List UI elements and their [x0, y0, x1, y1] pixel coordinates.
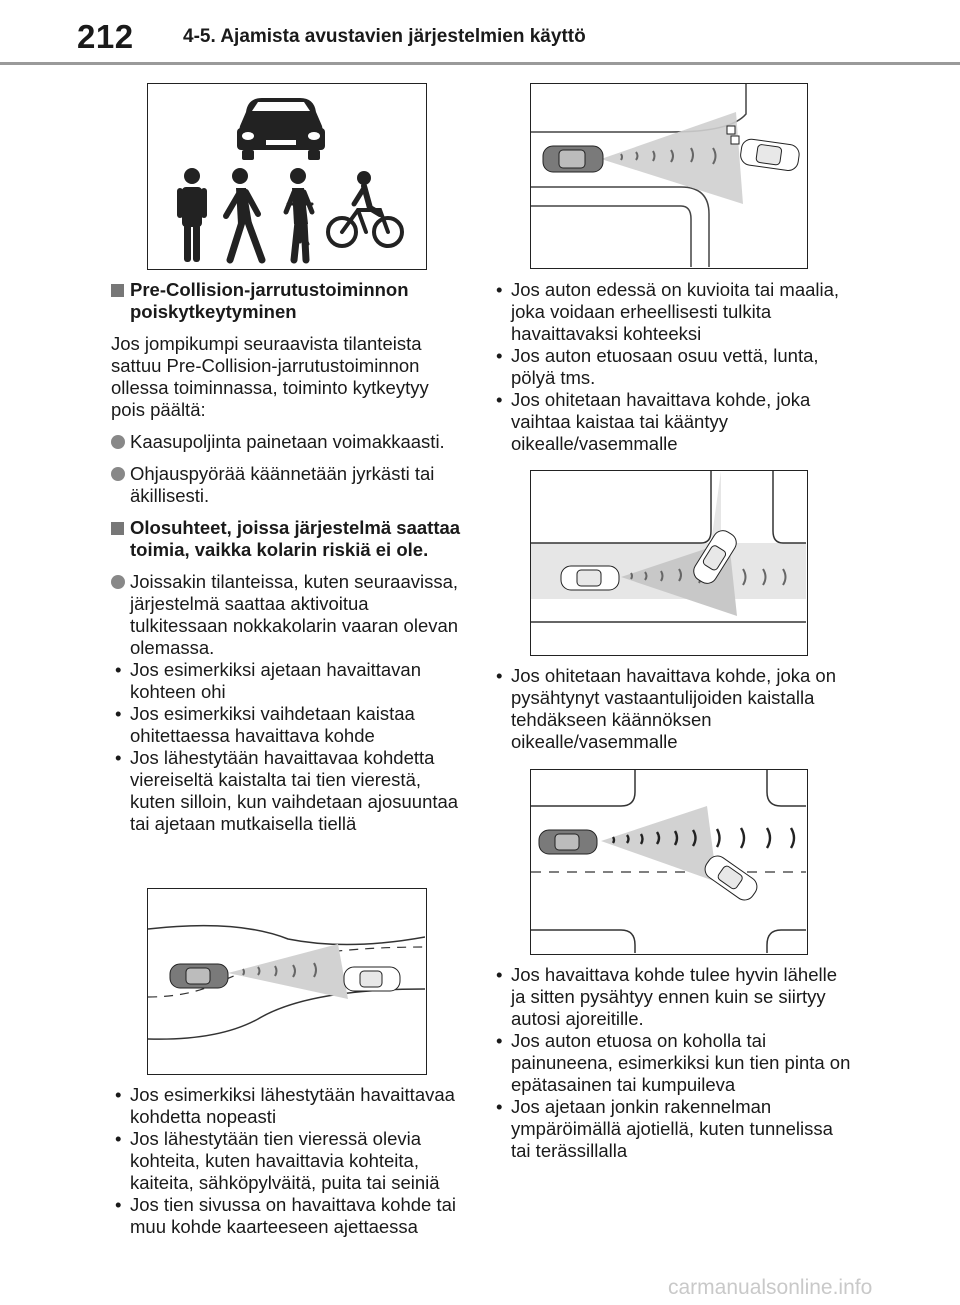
intersection-figure: [530, 470, 808, 656]
detection-beam: [601, 806, 717, 882]
section-intro: Jos jompikumpi seuraavista tilanteista sattuu Pre-Collision-jarrutustoiminnon ollessa toiminnassa, toiminto kytkeytyy pois päältä:: [111, 333, 429, 420]
circle-marker-icon: [111, 575, 125, 589]
section-heading: Olosuhteet, joissa järjestelmä saattaa toimia, vaikka kolarin riskiä ei ole.: [111, 517, 466, 561]
circle-marker-icon: [111, 435, 125, 449]
left-column-text: [111, 279, 466, 835]
bullet-list: [492, 279, 852, 455]
road-edge-line: [531, 770, 635, 806]
list-item: Ohjauspyörää käännetään jyrkästi tai äkillisesti.: [111, 463, 466, 507]
road-edge-line: [148, 926, 425, 945]
bullet-item: • Jos tien sivussa on havaittava kohde tai muu kohde kaarteeseen ajettaessa: [111, 1194, 466, 1238]
target-car-icon: [701, 852, 761, 904]
own-car-icon: [561, 566, 619, 590]
section-heading: Pre-Collision-jarrutustoiminnon poiskytkeytyminen: [111, 279, 466, 323]
bullet-item: • Jos esimerkiksi lähestytään havaittavaa kohdetta nopeasti: [111, 1084, 466, 1128]
car-front-icon: [237, 98, 325, 160]
bullet-item: • Jos esimerkiksi ajetaan havaittavan kohteen ohi: [111, 659, 466, 703]
bullet-item: • Jos auton etuosaan osuu vettä, lunta, pölyä tms.: [492, 345, 852, 389]
right-column-text-1: [492, 279, 852, 455]
own-car-icon: [543, 146, 603, 172]
bullet-item: • Jos ajetaan jonkin rakennelman ympäröimällä ajotiellä, kuten tunnelissa tai terässillalla: [492, 1096, 852, 1162]
bullet-item: • Jos auton etuosa on koholla tai painuneena, esimerkiksi kun tien pinta on epätasainen tai kumpuileva: [492, 1030, 852, 1096]
detection-targets-figure: [147, 83, 427, 270]
target-car-icon: [344, 967, 400, 991]
left-column-bottom-text: [111, 1084, 466, 1238]
bullet-item: • Jos auton edessä on kuvioita tai maalia, joka voidaan erheellisesti tulkita havaittavaksi kohteeksi: [492, 279, 852, 345]
square-marker-icon: [111, 284, 124, 297]
list-item: Joissakin tilanteissa, kuten seuraavissa, järjestelmä saattaa aktivoitua tulkitessaan nokkakolarin vaaran olevan olemassa.: [111, 571, 466, 659]
circle-marker-icon: [111, 467, 125, 481]
oncoming-stop-figure: [530, 769, 808, 955]
curved-road-figure: [147, 888, 427, 1075]
bullet-item: • Jos lähestytään havaittavaa kohdetta viereiseltä kaistalta tai tien vierestä, kuten silloin, kun vaihdetaan ajosuuntaa tai ajetaan mutkaisella tiellä: [111, 747, 466, 835]
own-car-icon: [170, 964, 228, 988]
list-item: Kaasupoljinta painetaan voimakkaasti.: [111, 431, 466, 453]
target-car-icon: [739, 138, 800, 172]
chapter-title: 4-5. Ajamista avustavien järjestelmien käyttö: [183, 26, 586, 47]
right-column-text-2: [492, 665, 852, 753]
own-car-icon: [539, 830, 597, 854]
bullet-item: • Jos havaittava kohde tulee hyvin lähelle ja sitten pysähtyy ennen kuin se siirtyy autosi ajoreitille.: [492, 964, 852, 1030]
bullet-item: • Jos lähestytään tien vieressä olevia kohteita, kuten havaittavia kohteita, kaiteita, sähköpylväitä, puita tai seiniä: [111, 1128, 466, 1194]
page-number: 212: [77, 18, 134, 55]
bullet-list: [492, 964, 852, 1162]
cyclist-walking-icon: [286, 168, 312, 260]
right-column-text-3: [492, 964, 852, 1162]
bullet-item: • Jos ohitetaan havaittava kohde, joka vaihtaa kaistaa tai kääntyy oikealle/vasemmalle: [492, 389, 852, 455]
bullet-list: [492, 665, 852, 753]
bullet-list: [111, 1084, 466, 1238]
square-marker-icon: [111, 522, 124, 535]
page-header: [0, 0, 960, 66]
bullet-item: • Jos ohitetaan havaittava kohde, joka on pysähtynyt vastaantulijoiden kaistalla tehdäkseen käännöksen oikealle/vasemmalle: [492, 665, 852, 753]
bullet-list: [111, 659, 466, 835]
detection-beam: [228, 944, 348, 999]
header-rule: [0, 62, 960, 65]
bullet-item: • Jos esimerkiksi vaihdetaan kaistaa ohitettaessa havaittava kohde: [111, 703, 466, 747]
road-edge-line: [531, 206, 691, 267]
bicycle-rider-icon: [328, 171, 402, 246]
pedestrian-standing-icon: [177, 168, 207, 262]
watermark-text: carmanualsonline.info: [668, 1276, 873, 1299]
lane-change-figure: [530, 83, 808, 269]
pedestrian-walking-icon: [226, 168, 262, 260]
